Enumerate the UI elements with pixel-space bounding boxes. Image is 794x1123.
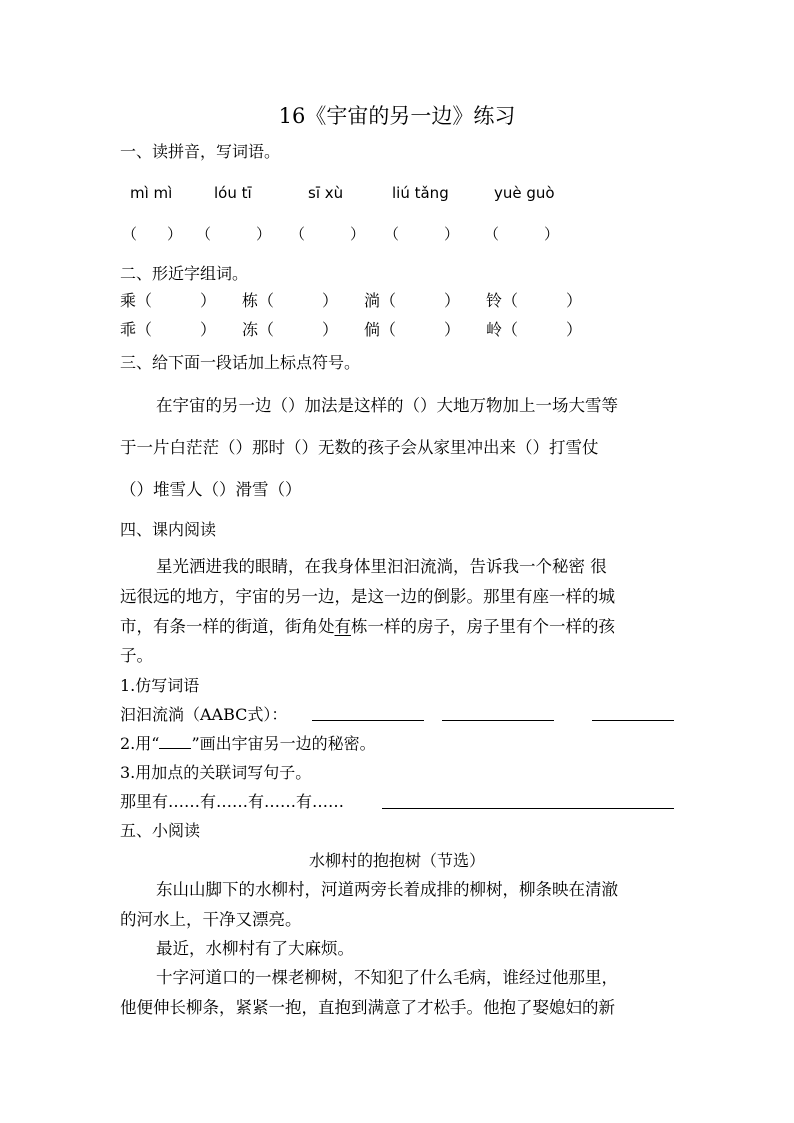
question-1-prompt: 汩汩流淌（AABC式）： — [120, 705, 288, 724]
answer-paren-3[interactable]: （ ） — [290, 225, 366, 243]
word-item[interactable]: 乖（ ） — [120, 320, 217, 339]
answer-blank-3[interactable] — [592, 720, 674, 721]
pinyin-3: sī xù — [308, 184, 344, 202]
punctuation-line-1: 在宇宙的另一边（）加法是这样的（）大地万物加上一场大雪等 — [156, 396, 618, 415]
passage-line-4: 十字河道口的一棵老柳树，不知犯了什么毛病，谁经过他那里， — [156, 968, 618, 987]
passage-line-5: 他便伸长柳条，紧紧一抱，直抱到满意了才松手。他抱了娶媳妇的新 — [120, 998, 615, 1017]
question-1: 1.仿写词语 — [120, 676, 200, 695]
page-title: 16《宇宙的另一边》练习 — [278, 104, 516, 128]
answer-blank-2[interactable] — [442, 720, 554, 721]
question-2: 2.用“ ”画出宇宙另一边的秘密。 — [120, 734, 376, 753]
pinyin-1: mì mì — [130, 184, 173, 202]
reading-line-2: 远很远的地方，宇宙的另一边，是这一边的倒影。那里有座一样的城 — [120, 587, 615, 606]
word-item[interactable]: 冻（ ） — [242, 320, 339, 339]
answer-blank-1[interactable] — [312, 720, 424, 721]
section-5-heading: 五、小阅读 — [120, 821, 201, 840]
section-2-heading: 二、形近字组词。 — [120, 264, 249, 283]
word-item[interactable]: 栋（ ） — [242, 291, 339, 310]
answer-blank-sentence[interactable] — [382, 808, 674, 809]
answer-paren-2[interactable]: （ ） — [196, 225, 272, 243]
pinyin-4: liú tǎng — [392, 184, 449, 202]
word-item[interactable]: 乘（ ） — [120, 291, 217, 310]
section-4-heading: 四、课内阅读 — [120, 520, 217, 539]
passage-line-2: 的河水上，干净又漂亮。 — [120, 910, 302, 929]
punctuation-line-2: 于一片白茫茫（）那时（）无数的孩子会从家里冲出来（）打雪仗 — [120, 438, 599, 457]
reading-line-3: 市，有条一样的街道，街角处有栋一样的房子，房子里有个一样的孩 — [120, 617, 615, 636]
word-item[interactable]: 倘（ ） — [364, 320, 461, 339]
question-3-prompt: 那里有……有……有……有…… — [120, 792, 345, 811]
reading-line-1: 星光洒进我的眼睛，在我身体里汩汩流淌，告诉我一个秘密 很 — [156, 557, 607, 576]
section-1-heading: 一、读拼音，写词语。 — [120, 142, 281, 161]
passage-title: 水柳村的抱抱树（节选） — [308, 851, 485, 870]
word-item[interactable]: 铃（ ） — [486, 291, 583, 310]
passage-line-1: 东山山脚下的水柳村，河道两旁长着成排的柳树，柳条映在清澈 — [156, 880, 618, 899]
question-3: 3.用加点的关联词写句子。 — [120, 763, 312, 782]
reading-line-4: 子。 — [120, 646, 153, 665]
answer-paren-5[interactable]: （ ） — [484, 225, 560, 243]
punctuation-line-3: （）堆雪人（）滑雪（） — [120, 480, 302, 499]
passage-line-3: 最近，水柳村有了大麻烦。 — [156, 939, 354, 958]
underlined-char: 有 — [334, 617, 351, 636]
answer-paren-4[interactable]: （ ） — [384, 225, 460, 243]
answer-paren-1[interactable]: （ ） — [122, 225, 183, 243]
word-item[interactable]: 淌（ ） — [364, 291, 461, 310]
pinyin-2: lóu tī — [214, 184, 252, 202]
underline-sample — [159, 734, 191, 749]
pinyin-5: yuè guò — [494, 184, 555, 202]
section-3-heading: 三、给下面一段话加上标点符号。 — [120, 353, 361, 372]
word-item[interactable]: 岭（ ） — [486, 320, 583, 339]
